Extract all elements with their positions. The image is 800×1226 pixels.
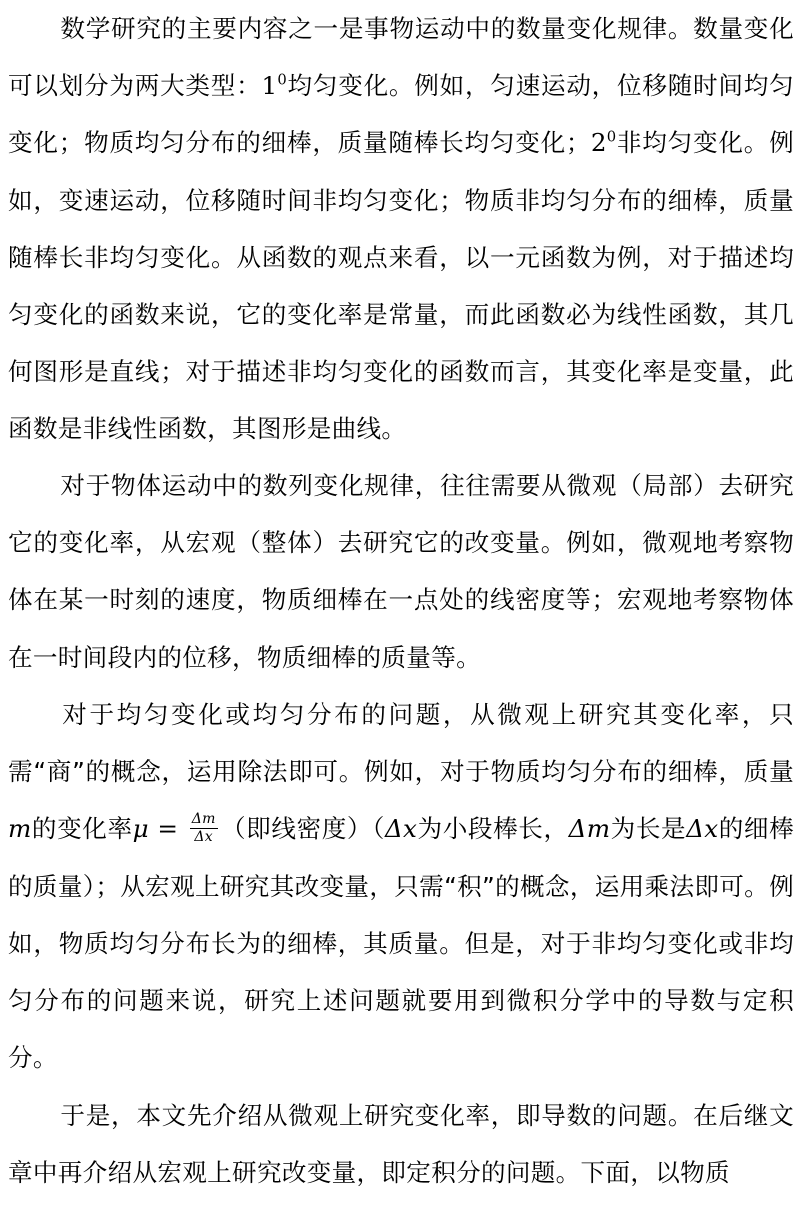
paragraph-3-text-a: 对于均匀变化或均匀分布的问题，从微观上研究其变化率，只需“商”的概念，运用除法即可。例如，对于物质均匀分布的细棒，质量	[8, 700, 794, 787]
list-marker-1	[261, 71, 287, 100]
paragraph-4-text: 于是，本文先介绍从微观上研究变化率，即导数的问题。在后继文章中再介绍从宏观上研究改变量，即定积分的问题。下面，以物质	[8, 1101, 794, 1188]
math-delta-m: Δm	[568, 814, 611, 844]
math-delta-x: Δx	[385, 814, 418, 844]
list-marker-2	[591, 128, 617, 157]
paragraph-3-text-c: （即线密度）（	[220, 814, 385, 844]
paragraph-1	[8, 0, 794, 458]
fraction-numerator: Δm	[191, 810, 216, 827]
math-equals: =	[148, 814, 187, 844]
paragraph-1-text-b: 均匀变化。例如，匀速运动，位移随时间均匀变化；物质均匀分布的细棒，质量随棒长均匀变化；	[8, 71, 794, 158]
paragraph-2	[8, 457, 794, 686]
paragraph-3	[8, 686, 794, 1086]
fraction-denominator: Δx	[194, 828, 213, 845]
math-fraction	[190, 811, 218, 846]
math-delta-x: Δx	[686, 814, 719, 844]
math-mu: μ	[132, 814, 149, 844]
paragraph-3-text-e: 为长是	[610, 814, 687, 844]
paragraph-1-text-a: 数学研究的主要内容之一是事物运动中的数量变化规律。数量变化可以划分为两大类型：	[8, 14, 794, 101]
math-m: m	[8, 814, 32, 844]
paragraph-1-text-c: 非均匀变化。例如，变速运动，位移随时间非均匀变化；物质非均匀分布的细棒，质量随棒长非均匀变化。从函数的观点来看，以一元函数为例，对于描述均匀变化的函数来说，它的变化率是常量，而此函数必为线性函数，其几何图形是直线；对于描述非均匀变化的函数而言，其变化率是变量，此函数是非线性函数，其图形是曲线。	[8, 128, 794, 444]
list-marker-2-superscript: 0	[606, 128, 617, 146]
paragraph-2-text: 对于物体运动中的数列变化规律，往往需要从微观（局部）去研究它的变化率，从宏观（整体）去研究它的改变量。例如，微观地考察物体在某一时刻的速度，物质细棒在一点处的线密度等；宏观地考察物体在一时间段内的位移，物质细棒的质量等。	[8, 471, 794, 672]
list-marker-1-number: 1	[261, 71, 278, 101]
paragraph-3-text-d: 为小段棒长，	[417, 814, 569, 844]
paragraph-4	[8, 1087, 794, 1201]
list-marker-1-superscript: 0	[277, 71, 288, 89]
paragraph-3-text-f: 的细棒的质量）；从宏观上研究其改变量，只需“积”的概念，运用乘法即可。例如，物质均匀分布长为的细棒，其质量。但是，对于非均匀变化或非均匀分布的问题来说，研究上述问题就要用到微积分学中的导数与定积分。	[8, 814, 794, 1073]
paragraph-3-text-b: 的变化率	[31, 814, 133, 844]
list-marker-2-number: 2	[590, 128, 607, 158]
